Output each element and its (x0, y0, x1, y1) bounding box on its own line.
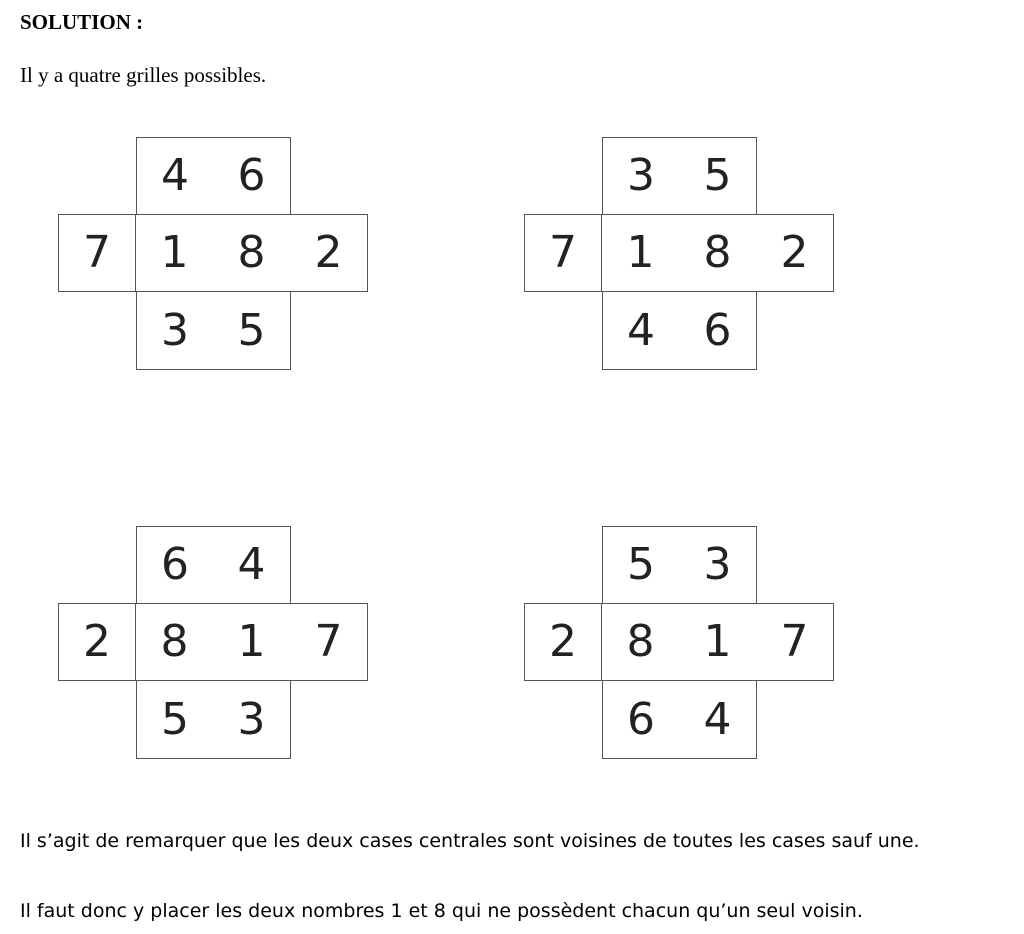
solution-heading: SOLUTION : (20, 10, 144, 34)
explanation-paragraph: Il s’agit de remarquer que les deux cases centrales sont voisines de toutes les cases sauf une. (20, 830, 920, 852)
grid-cell: 5 (213, 292, 291, 370)
grid-cell: 7 (524, 214, 602, 292)
grid-cell: 8 (602, 603, 680, 681)
intro-text: Il y a quatre grilles possibles. (20, 63, 267, 87)
grid-cell: 3 (602, 137, 680, 215)
grid-cell: 8 (213, 214, 291, 292)
grid-cell: 7 (58, 214, 136, 292)
grid-cell: 1 (679, 603, 757, 681)
grid-cell: 2 (756, 214, 834, 292)
grid-cell: 4 (679, 681, 757, 759)
grid-cell: 1 (136, 214, 214, 292)
grid-2 (524, 137, 836, 371)
grid-cell: 6 (679, 292, 757, 370)
conclusion-paragraph: Il faut donc y placer les deux nombres 1 et 8 qui ne possèdent chacun qu’un seul voisin. (20, 900, 863, 922)
grid-cell: 3 (136, 292, 214, 370)
grid-cell: 5 (602, 526, 680, 604)
grid-cell: 5 (679, 137, 757, 215)
grid-1 (58, 137, 370, 371)
grid-cell: 7 (756, 603, 834, 681)
grid-cell: 1 (602, 214, 680, 292)
grid-cell: 1 (213, 603, 291, 681)
grid-cell: 4 (213, 526, 291, 604)
grid-cell: 2 (290, 214, 368, 292)
grid-cell: 4 (602, 292, 680, 370)
grid-4 (524, 526, 836, 760)
grid-cell: 4 (136, 137, 214, 215)
grid-cell: 8 (679, 214, 757, 292)
grid-cell: 7 (290, 603, 368, 681)
grid-cell: 8 (136, 603, 214, 681)
grid-cell: 6 (213, 137, 291, 215)
grid-3 (58, 526, 370, 760)
grid-cell: 2 (58, 603, 136, 681)
grid-cell: 3 (679, 526, 757, 604)
grid-cell: 6 (136, 526, 214, 604)
grid-cell: 2 (524, 603, 602, 681)
grid-cell: 5 (136, 681, 214, 759)
grid-cell: 6 (602, 681, 680, 759)
grid-cell: 3 (213, 681, 291, 759)
